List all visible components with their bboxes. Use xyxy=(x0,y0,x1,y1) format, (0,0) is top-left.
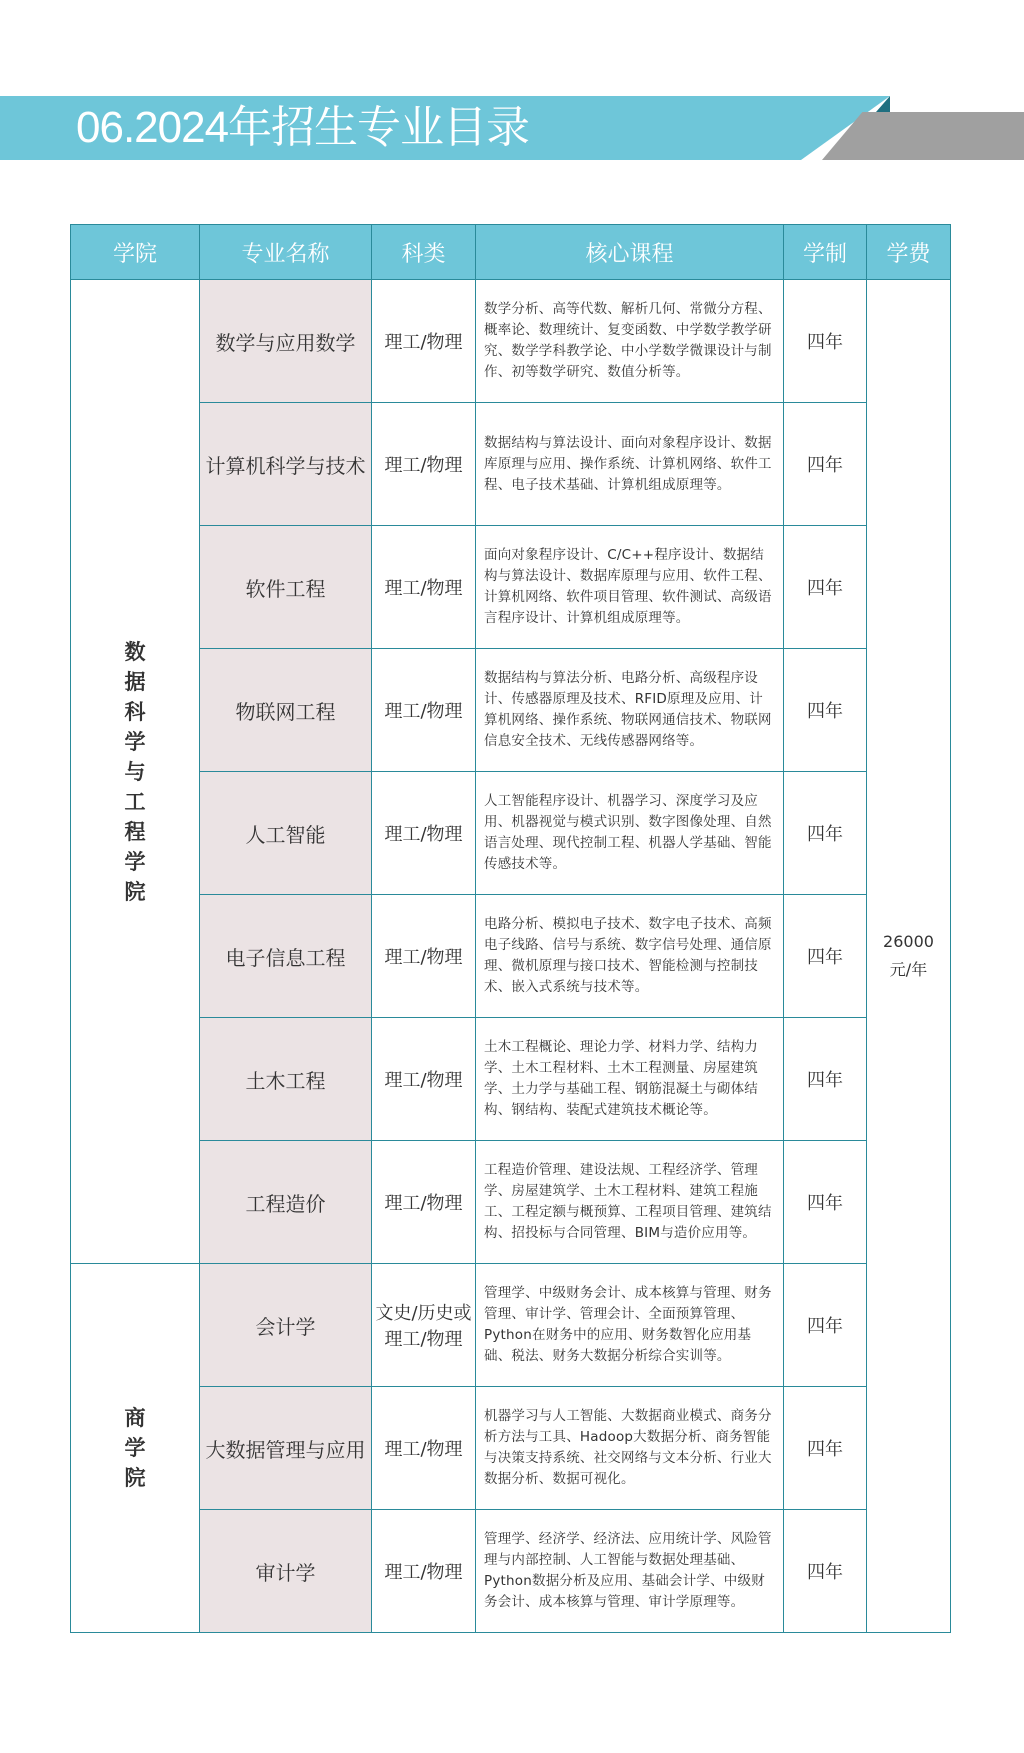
majors-table xyxy=(70,224,951,1633)
major-category: 理工/物理 xyxy=(372,1510,476,1633)
major-category: 理工/物理 xyxy=(372,772,476,895)
major-name: 物联网工程 xyxy=(200,649,372,772)
major-courses: 机器学习与人工智能、大数据商业模式、商务分析方法与工具、Hadoop大数据分析、商务智能与决策支持系统、社交网络与文本分析、行业大数据分析、数据可视化。 xyxy=(476,1387,784,1510)
major-name: 计算机科学与技术 xyxy=(200,403,372,526)
fee-amount: 26000 xyxy=(883,932,934,951)
major-category: 文史/历史或 理工/物理 xyxy=(372,1264,476,1387)
major-courses: 工程造价管理、建设法规、工程经济学、管理学、房屋建筑学、土木工程材料、建筑工程施工、工程定额与概预算、工程项目管理、建筑结构、招投标与合同管理、BIM与造价应用等。 xyxy=(476,1141,784,1264)
major-courses: 管理学、经济学、经济法、应用统计学、风险管理与内部控制、人工智能与数据处理基础、Python数据分析及应用、基础会计学、中级财务会计、成本核算与管理、审计学原理等。 xyxy=(476,1510,784,1633)
major-courses: 面向对象程序设计、C/C++程序设计、数据结构与算法设计、数据库原理与应用、软件工程、计算机网络、软件项目管理、软件测试、高级语言程序设计、计算机组成原理等。 xyxy=(476,526,784,649)
table-row xyxy=(71,526,951,649)
major-name: 大数据管理与应用 xyxy=(200,1387,372,1510)
major-name: 土木工程 xyxy=(200,1018,372,1141)
major-category: 理工/物理 xyxy=(372,1141,476,1264)
major-courses: 土木工程概论、理论力学、材料力学、结构力学、土木工程材料、土木工程测量、房屋建筑学、土力学与基础工程、钢筋混凝土与砌体结构、钢结构、装配式建筑技术概论等。 xyxy=(476,1018,784,1141)
major-name: 审计学 xyxy=(200,1510,372,1633)
major-name: 工程造价 xyxy=(200,1141,372,1264)
table-row xyxy=(71,1141,951,1264)
major-courses: 电路分析、模拟电子技术、数字电子技术、高频电子线路、信号与系统、数字信号处理、通信原理、微机原理与接口技术、智能检测与控制技术、嵌入式系统与技术等。 xyxy=(476,895,784,1018)
table-row xyxy=(71,1264,951,1387)
major-duration: 四年 xyxy=(784,1387,867,1510)
page-title: 06.2024年招生专业目录 xyxy=(76,103,530,152)
major-category: 理工/物理 xyxy=(372,895,476,1018)
major-duration: 四年 xyxy=(784,1510,867,1633)
major-name: 软件工程 xyxy=(200,526,372,649)
table-header-row xyxy=(71,225,951,280)
major-category: 理工/物理 xyxy=(372,280,476,403)
major-courses: 管理学、中级财务会计、成本核算与管理、财务管理、审计学、管理会计、全面预算管理、Python在财务中的应用、财务数智化应用基础、税法、财务大数据分析综合实训等。 xyxy=(476,1264,784,1387)
major-category: 理工/物理 xyxy=(372,649,476,772)
major-category: 理工/物理 xyxy=(372,1018,476,1141)
college-cell xyxy=(71,1264,200,1633)
table-row xyxy=(71,649,951,772)
major-duration: 四年 xyxy=(784,403,867,526)
major-category: 理工/物理 xyxy=(372,526,476,649)
major-duration: 四年 xyxy=(784,649,867,772)
table-row xyxy=(71,895,951,1018)
header-major: 专业名称 xyxy=(200,225,372,280)
fee-unit: 元/年 xyxy=(889,960,928,979)
major-duration: 四年 xyxy=(784,526,867,649)
major-duration: 四年 xyxy=(784,280,867,403)
header-courses: 核心课程 xyxy=(476,225,784,280)
major-name: 电子信息工程 xyxy=(200,895,372,1018)
college-name: 商学院 xyxy=(124,1406,146,1490)
table-row xyxy=(71,403,951,526)
header-category: 科类 xyxy=(372,225,476,280)
table-row xyxy=(71,280,951,403)
major-duration: 四年 xyxy=(784,1141,867,1264)
major-category: 理工/物理 xyxy=(372,403,476,526)
major-courses: 数据结构与算法分析、电路分析、高级程序设计、传感器原理及技术、RFID原理及应用、计算机网络、操作系统、物联网通信技术、物联网信息安全技术、无线传感器网络等。 xyxy=(476,649,784,772)
major-name: 人工智能 xyxy=(200,772,372,895)
major-duration: 四年 xyxy=(784,1018,867,1141)
college-name: 数据科学与工程学院 xyxy=(124,639,146,904)
major-name: 数学与应用数学 xyxy=(200,280,372,403)
major-duration: 四年 xyxy=(784,772,867,895)
major-name: 会计学 xyxy=(200,1264,372,1387)
fee-cell xyxy=(867,280,951,1633)
college-cell xyxy=(71,280,200,1264)
major-duration: 四年 xyxy=(784,895,867,1018)
table-row xyxy=(71,1018,951,1141)
header-fee: 学费 xyxy=(867,225,951,280)
table-row xyxy=(71,772,951,895)
major-courses: 数据结构与算法设计、面向对象程序设计、数据库原理与应用、操作系统、计算机网络、软件工程、电子技术基础、计算机组成原理等。 xyxy=(476,403,784,526)
header-college: 学院 xyxy=(71,225,200,280)
major-courses: 人工智能程序设计、机器学习、深度学习及应用、机器视觉与模式识别、数字图像处理、自然语言处理、现代控制工程、机器人学基础、智能传感技术等。 xyxy=(476,772,784,895)
major-courses: 数学分析、高等代数、解析几何、常微分方程、概率论、数理统计、复变函数、中学数学教学研究、数学学科教学论、中小学数学微课设计与制作、初等数学研究、数值分析等。 xyxy=(476,280,784,403)
major-category: 理工/物理 xyxy=(372,1387,476,1510)
table-row xyxy=(71,1510,951,1633)
header-duration: 学制 xyxy=(784,225,867,280)
table-row xyxy=(71,1387,951,1510)
major-duration: 四年 xyxy=(784,1264,867,1387)
